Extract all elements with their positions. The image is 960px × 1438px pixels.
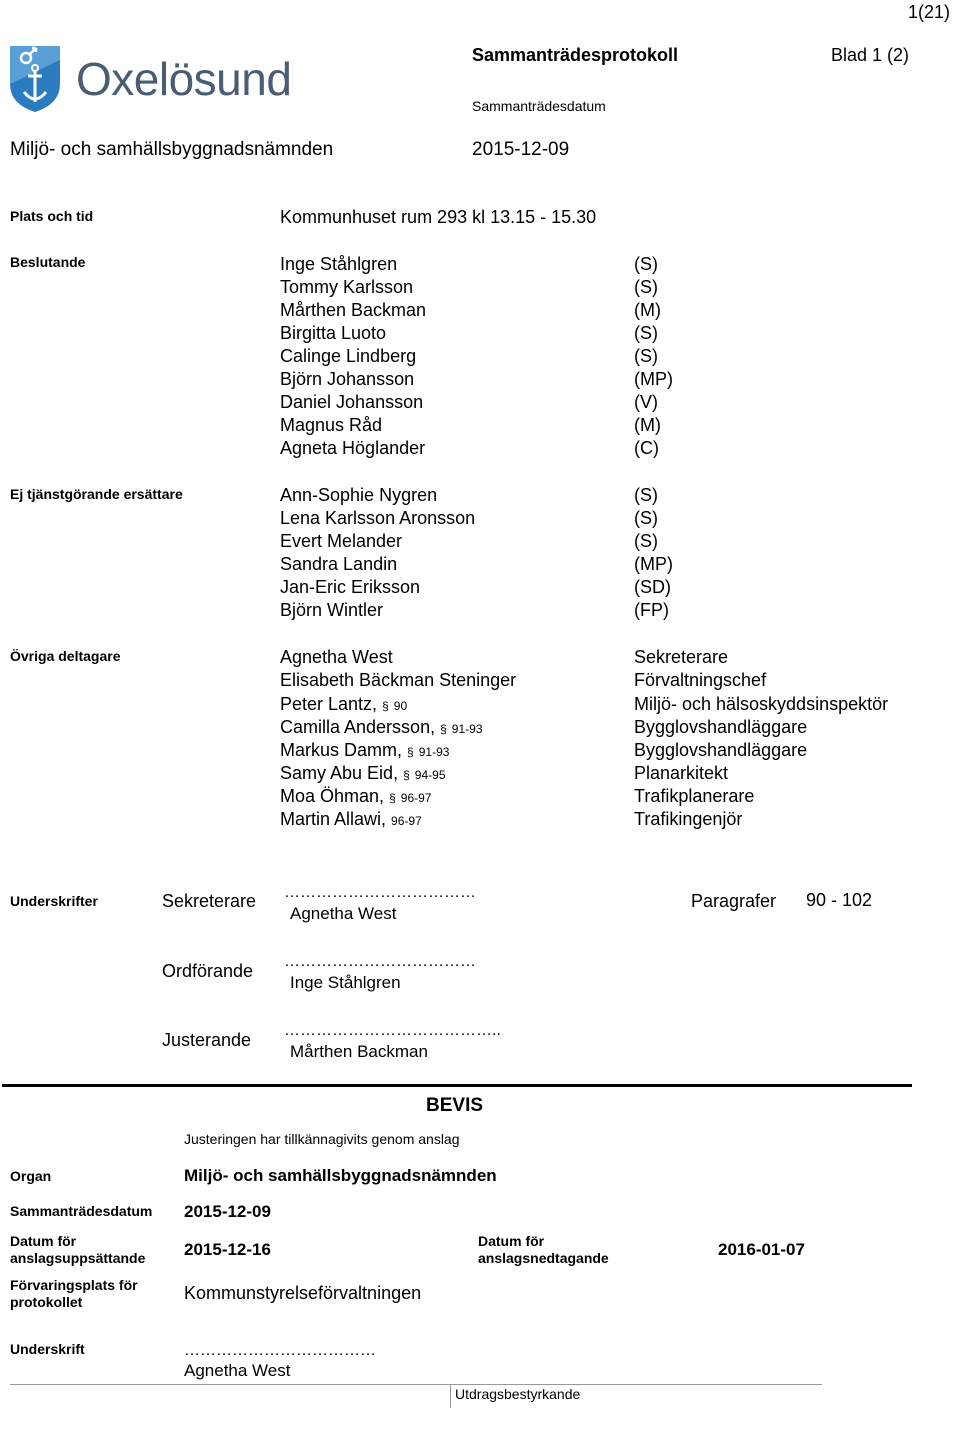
municipality-logo-text: Oxelösund xyxy=(76,53,292,105)
chair-label: Ordförande xyxy=(162,961,254,981)
secretary-name: Agnetha West xyxy=(290,904,397,923)
participant-name: Samy Abu Eid, xyxy=(280,763,399,783)
signatures-label: Underskrifter xyxy=(10,893,98,909)
secretary-label: Sekreterare xyxy=(162,891,257,911)
adjuster-name: Mårthen Backman xyxy=(290,1042,428,1061)
page-number: 1(21) xyxy=(907,2,950,22)
participant-row xyxy=(280,763,446,784)
participant-paragraphs: 94-95 xyxy=(414,768,446,782)
posted-date-label-2: anslagsuppsättande xyxy=(10,1250,146,1266)
member-party: (S) xyxy=(634,323,658,343)
meeting-date-label: Sammanträdesdatum xyxy=(472,98,606,114)
paragraphs-value: 90 - 102 xyxy=(806,890,873,910)
participant-name: Camilla Andersson, xyxy=(280,717,436,737)
participant-paragraphs: 96-97 xyxy=(391,814,422,828)
sheet-number: Blad 1 (2) xyxy=(831,45,910,65)
others-label: Övriga deltagare xyxy=(10,648,121,664)
member-name: Birgitta Luoto xyxy=(280,323,387,343)
removed-date-value: 2016-01-07 xyxy=(718,1240,805,1259)
member-party: (MP) xyxy=(634,369,673,389)
substitute-party: (MP) xyxy=(634,554,673,574)
participant-paragraphs: 90 xyxy=(393,699,408,713)
deciding-label: Beslutande xyxy=(10,254,86,270)
participant-row xyxy=(280,786,431,807)
posted-date-label-1: Datum för xyxy=(10,1233,77,1249)
place-time-value: Kommunhuset rum 293 kl 13.15 - 15.30 xyxy=(280,207,597,227)
removed-date-label-2: anslagsnedtagande xyxy=(478,1250,609,1266)
member-name: Björn Johansson xyxy=(280,369,415,389)
member-party: (S) xyxy=(634,277,658,297)
participant-name: Moa Öhman, xyxy=(280,786,385,806)
member-name: Inge Ståhlgren xyxy=(280,254,398,274)
certificate-meeting-date: 2015-12-09 xyxy=(184,1202,271,1221)
paragraph-mark: § xyxy=(382,699,389,713)
certified-label: Utdragsbestyrkande xyxy=(455,1386,581,1402)
participant-role: Sekreterare xyxy=(634,647,729,667)
substitute-party: (S) xyxy=(634,485,658,505)
member-party: (M) xyxy=(634,300,661,320)
participant-name: Agnetha West xyxy=(280,647,393,667)
member-party: (V) xyxy=(634,392,658,412)
chair-name: Inge Ståhlgren xyxy=(290,973,401,992)
member-name: Mårthen Backman xyxy=(280,300,427,320)
participant-row xyxy=(280,670,516,691)
section-divider xyxy=(2,1084,912,1087)
participant-paragraphs: 91-93 xyxy=(418,745,450,759)
paragraph-mark: § xyxy=(407,745,414,759)
substitute-party: (SD) xyxy=(634,577,671,597)
substitute-name: Lena Karlsson Aronsson xyxy=(280,508,476,528)
participant-name: Martin Allawi, xyxy=(280,809,387,829)
adjuster-label: Justerande xyxy=(162,1030,252,1050)
organ-value: Miljö- och samhällsbyggnadsnämnden xyxy=(184,1166,497,1185)
place-time-label: Plats och tid xyxy=(10,208,94,224)
certificate-title: BEVIS xyxy=(426,1095,484,1116)
participant-role: Planarkitekt xyxy=(634,763,729,783)
participant-row xyxy=(280,740,449,761)
participant-role: Miljö- och hälsoskyddsinspektör xyxy=(634,694,889,714)
member-name: Agneta Höglander xyxy=(280,438,426,458)
certificate-signature-line: ……………………………… xyxy=(184,1342,376,1359)
signature-label: Underskrift xyxy=(10,1341,85,1357)
participant-role: Trafikingenjör xyxy=(634,809,743,829)
member-party: (S) xyxy=(634,346,658,366)
certificate-notice: Justeringen har tillkännagivits genom anslag xyxy=(184,1131,460,1147)
participant-row xyxy=(280,694,407,715)
member-party: (C) xyxy=(634,438,659,458)
participant-name: Markus Damm, xyxy=(280,740,403,760)
removed-date-label-1: Datum för xyxy=(478,1233,545,1249)
participant-role: Bygglovshandläggare xyxy=(634,717,808,737)
paragraph-mark: § xyxy=(389,791,396,805)
substitute-name: Jan-Eric Eriksson xyxy=(280,577,421,597)
participant-name: Elisabeth Bäckman Steninger xyxy=(280,670,517,690)
certified-box-divider xyxy=(450,1384,451,1408)
member-party: (S) xyxy=(634,254,658,274)
substitutes-label: Ej tjänstgörande ersättare xyxy=(10,486,183,502)
member-name: Calinge Lindberg xyxy=(280,346,417,366)
posted-date-value: 2015-12-16 xyxy=(184,1240,271,1259)
participant-role: Förvaltningschef xyxy=(634,670,767,690)
participant-paragraphs: 91-93 xyxy=(451,722,483,736)
substitute-name: Evert Melander xyxy=(280,531,403,551)
storage-value: Kommunstyrelseförvaltningen xyxy=(184,1283,422,1303)
paragraphs-label: Paragrafer xyxy=(691,891,777,911)
participant-paragraphs: 96-97 xyxy=(400,791,432,805)
substitute-name: Björn Wintler xyxy=(280,600,384,620)
substitute-party: (FP) xyxy=(634,600,669,620)
participant-row xyxy=(280,647,393,668)
participant-row xyxy=(280,809,422,830)
signature-underline xyxy=(10,1384,822,1385)
substitute-party: (S) xyxy=(634,508,658,528)
meeting-date: 2015-12-09 xyxy=(472,139,570,160)
certificate-signature-name: Agnetha West xyxy=(184,1361,291,1380)
substitute-party: (S) xyxy=(634,531,658,551)
substitute-name: Sandra Landin xyxy=(280,554,398,574)
paragraph-mark: § xyxy=(440,722,447,736)
participant-role: Bygglovshandläggare xyxy=(634,740,808,760)
storage-label-2: protokollet xyxy=(10,1294,83,1310)
adjuster-signature-line: ………………………………….. xyxy=(284,1022,501,1039)
member-party: (M) xyxy=(634,415,661,435)
secretary-signature-line: ……………………………… xyxy=(284,884,476,901)
certificate-meeting-date-label: Sammanträdesdatum xyxy=(10,1203,153,1219)
organ-label: Organ xyxy=(10,1168,52,1184)
participant-name: Peter Lantz, xyxy=(280,694,378,714)
municipal-crest-icon xyxy=(8,44,62,114)
member-name: Tommy Karlsson xyxy=(280,277,414,297)
document-title: Sammanträdesprotokoll xyxy=(472,45,679,65)
member-name: Magnus Råd xyxy=(280,415,383,435)
participant-role: Trafikplanerare xyxy=(634,786,755,806)
committee-name: Miljö- och samhällsbyggnadsnämnden xyxy=(10,139,334,160)
paragraph-mark: § xyxy=(403,768,410,782)
storage-label-1: Förvaringsplats för xyxy=(10,1277,138,1293)
chair-signature-line: ……………………………… xyxy=(284,953,476,970)
participant-row xyxy=(280,717,483,738)
substitute-name: Ann-Sophie Nygren xyxy=(280,485,438,505)
member-name: Daniel Johansson xyxy=(280,392,424,412)
